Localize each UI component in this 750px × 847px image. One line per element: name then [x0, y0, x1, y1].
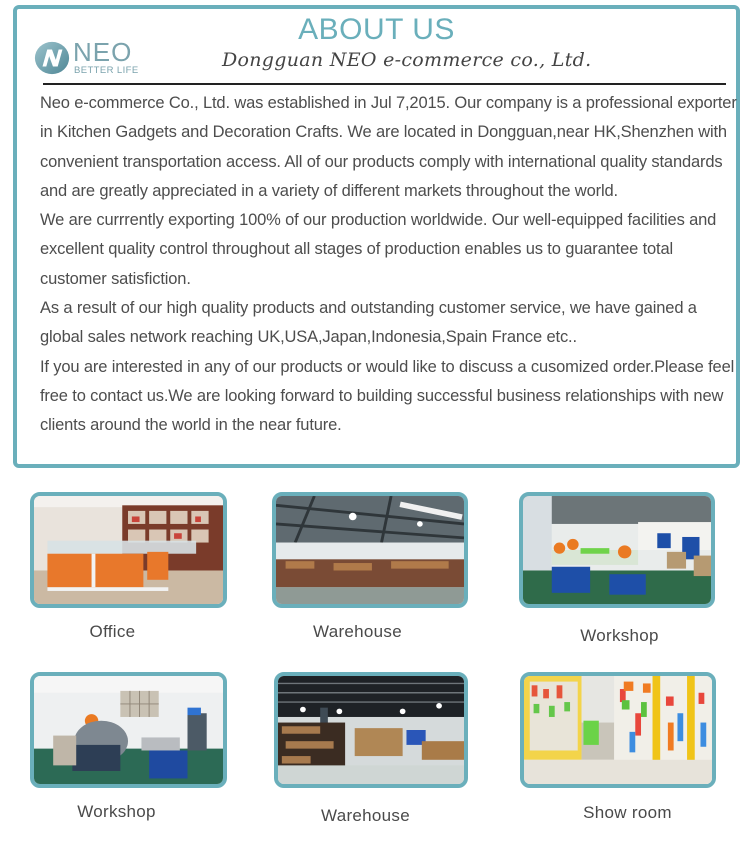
workshop-photo[interactable]	[519, 492, 715, 608]
warehouse-photo[interactable]	[272, 492, 468, 608]
about-us-panel	[13, 5, 740, 468]
gallery-caption: Workshop	[77, 802, 156, 821]
about-text	[40, 89, 740, 441]
gallery-caption: Show room	[583, 803, 672, 822]
company-name: Dongguan NEO e-commerce co., Ltd.	[222, 49, 592, 71]
warehouse-photo[interactable]	[274, 672, 468, 788]
about-paragraph: We are currrently exporting 100% of our production worldwide. Our well-equipped facilities and excellent quality control throughout all stages of production enables us to guarantee total customer satisfiction.	[40, 211, 717, 288]
neo-logo-icon	[33, 39, 71, 77]
about-paragraph: Neo e-commerce Co., Ltd. was established in Jul 7,2015. Our company is a professional exporter in Kitchen Gadgets and Decoration Crafts. We are located in Dongguan,near HK,Shenzhen with convenient transportation access. All of our products comply with international quality standards and are greatly appreciated in a variety of different markets throughout the world.	[40, 94, 737, 200]
gallery-caption: Workshop	[580, 626, 659, 645]
office-photo[interactable]	[30, 492, 227, 608]
divider	[43, 83, 726, 85]
page-title: ABOUT US	[298, 13, 455, 46]
about-paragraph: As a result of our high quality products and outstanding customer service, we have gained a global sales network reaching UK,USA,Japan,Indonesia,Spain France etc..	[40, 299, 697, 347]
showroom-photo[interactable]	[520, 672, 716, 788]
logo-wordmark: NEO	[73, 37, 133, 67]
workshop-photo[interactable]	[30, 672, 227, 788]
about-paragraph: If you are interested in any of our products or would like to discuss a cusomized order.Please feel free to contact us.We are looking forward to building successful business relationships with new clients around the world in the near future.	[40, 357, 735, 435]
logo-tagline: BETTER LIFE	[74, 65, 139, 76]
gallery-caption: Warehouse	[312, 622, 402, 641]
gallery-caption: Office	[89, 622, 136, 641]
company-logo	[33, 37, 173, 79]
gallery-caption: Warehouse	[320, 806, 410, 825]
